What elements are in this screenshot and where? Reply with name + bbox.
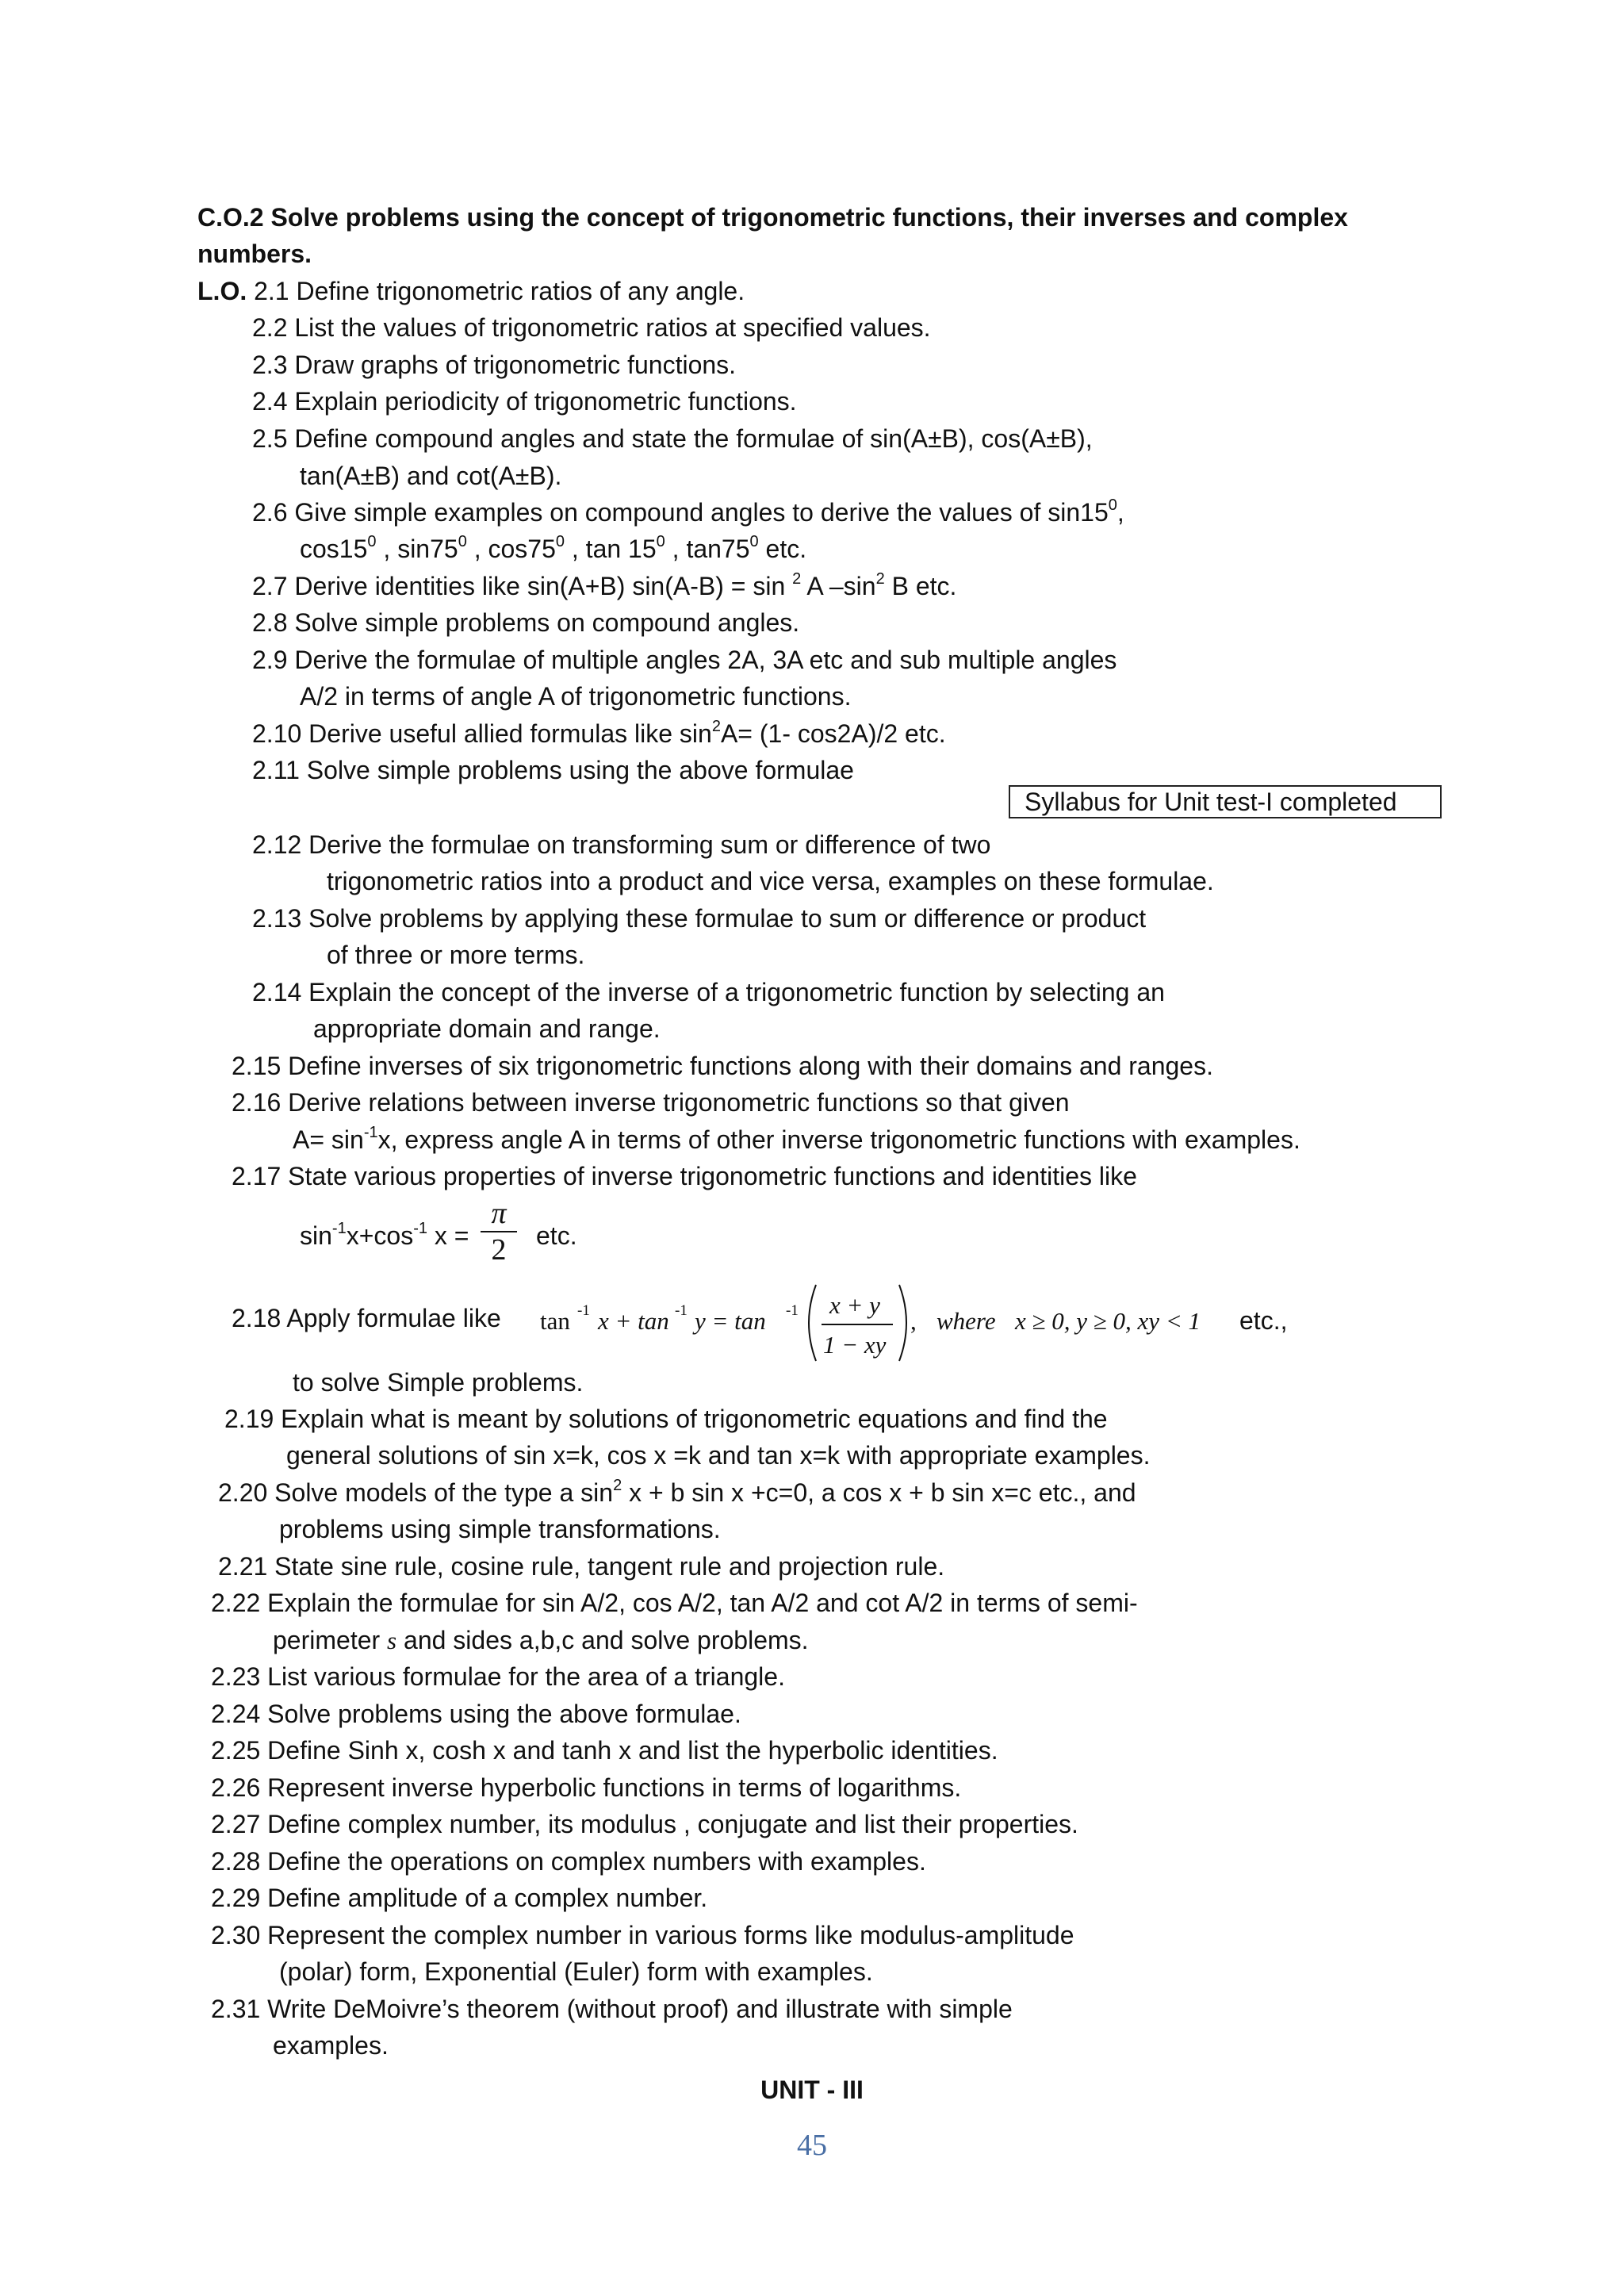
lo-2-22: 2.22 Explain the formulae for sin A/2, cos A/2, tan A/2 and cot A/2 in terms of semi- — [211, 1589, 1138, 1617]
lo-2-11: 2.11 Solve simple problems using the above formulae — [252, 756, 854, 784]
identity-inverse-sin-cos: $\sin^{-1}x+\cos^{-1}$ x = — [300, 1220, 469, 1250]
formula-comma: , — [910, 1307, 917, 1335]
lo-2-1: L.O. 2.1 Define trigonometric ratios of any angle. — [197, 277, 745, 305]
lo-2-17: 2.17 State various properties of inverse trigonometric functions and identities like — [232, 1162, 1137, 1190]
lo-2-28: 2.28 Define the operations on complex numbers with examples. — [211, 1847, 926, 1876]
lo-2-26: 2.26 Represent inverse hyperbolic functions in terms of logarithms. — [211, 1773, 962, 1802]
lo-2-24: 2.24 Solve problems using the above formulae. — [211, 1700, 741, 1728]
lo-2-15: 2.15 Define inverses of six trigonometric functions along with their domains and ranges. — [232, 1052, 1213, 1080]
lo-2-13-cont: of three or more terms. — [327, 941, 585, 969]
formula-conditions: x ≥ 0, y ≥ 0, xy < 1 — [1015, 1307, 1201, 1335]
lo-2-23: 2.23 List various formulae for the area of a triangle. — [211, 1662, 785, 1691]
fraction-numerator-pi: π — [491, 1197, 507, 1230]
lo-2-30: 2.30 Represent the complex number in various forms like modulus-amplitude — [211, 1921, 1074, 1949]
course-outcome-heading-cont: numbers. — [197, 240, 312, 268]
fraction-denominator-two: 2 — [481, 1231, 517, 1267]
unit-heading: UNIT - III — [760, 2076, 864, 2104]
formula-inv-2: -1 — [675, 1302, 688, 1319]
lo-2-19-cont: general solutions of sin x=k, cos x =k and tan x=k with appropriate examples. — [286, 1441, 1151, 1470]
lo-2-18: 2.18 Apply formulae like — [232, 1304, 501, 1332]
lo-2-20: 2.20 Solve models of the type a $\sin^2 x + b$ sin x +c=0, a cos x + b sin x=c etc., and — [218, 1477, 1136, 1507]
formula-tan-1: tan — [540, 1307, 570, 1335]
lo-2-2: 2.2 List the values of trigonometric ratios at specified values. — [252, 313, 931, 342]
lo-2-3: 2.3 Draw graphs of trigonometric functions. — [252, 351, 737, 379]
formula-inv-3: -1 — [786, 1302, 799, 1319]
lo-2-16-cont: $A= \sin^{-1}x$, express angle A in terms of other inverse trigonometric functions with examples. — [293, 1124, 1300, 1154]
lo-2-8: 2.8 Solve simple problems on compound angles. — [252, 608, 800, 637]
formula-inv-1: -1 — [577, 1302, 590, 1319]
lo-2-10: 2.10 Derive useful allied formulas like $\sin^2A= (1-$ cos2A)/2 etc. — [252, 718, 946, 748]
unit-test-marker-box: Syllabus for Unit test-I completed — [1009, 785, 1442, 818]
formula-y-eq: y = tan — [695, 1307, 766, 1335]
lo-2-29: 2.29 Define amplitude of a complex number. — [211, 1884, 708, 1912]
lo-2-13: 2.13 Solve problems by applying these formulae to sum or difference or product — [252, 904, 1147, 933]
lo-2-5-cont: tan(A±B) and cot(A±B). — [300, 462, 562, 490]
lo-2-14: 2.14 Explain the concept of the inverse of a trigonometric function by selecting an — [252, 978, 1165, 1006]
lo-2-21: 2.21 State sine rule, cosine rule, tangent rule and projection rule. — [218, 1552, 945, 1581]
tan-addition-formula — [536, 1269, 1408, 1372]
lo-2-14-cont: appropriate domain and range. — [313, 1014, 661, 1043]
lo-2-7: 2.7 Derive identities like sin(A+B) sin(A-B) = sin $^2$ A $-\sin^2$ B etc. — [252, 570, 957, 600]
lo-2-4: 2.4 Explain periodicity of trigonometric functions. — [252, 387, 797, 416]
lo-2-12: 2.12 Derive the formulae on transforming sum or difference of two — [252, 830, 991, 859]
pi-over-two-fraction — [481, 1196, 517, 1267]
lo-2-9-cont: A/2 in terms of angle A of trigonometric functions. — [300, 682, 852, 711]
lo-label: L.O. — [197, 277, 247, 305]
formula-numerator: x + y — [829, 1291, 880, 1319]
lo-2-19: 2.19 Explain what is meant by solutions of trigonometric equations and find the — [224, 1405, 1108, 1433]
lo-2-6: 2.6 Give simple examples on compound angles to derive the values of $\sin 15^0$, — [252, 496, 1124, 527]
lo-2-5: 2.5 Define compound angles and state the formulae of sin(A±B), cos(A±B), — [252, 424, 1093, 453]
lo-2-25: 2.25 Define Sinh x, cosh x and tanh x and list the hyperbolic identities. — [211, 1736, 998, 1765]
formula-denominator: 1 − xy — [823, 1331, 887, 1359]
lo-2-12-cont: trigonometric ratios into a product and vice versa, examples on these formulae. — [327, 867, 1214, 895]
lo-2-27: 2.27 Define complex number, its modulus , conjugate and list their properties. — [211, 1810, 1078, 1838]
formula-where: where — [936, 1307, 996, 1335]
lo-2-18-cont: to solve Simple problems. — [293, 1368, 584, 1397]
formula-etc: etc., — [1239, 1306, 1288, 1335]
lo-2-22-cont: perimeter s and sides a,b,c and solve problems. — [273, 1626, 809, 1654]
lo-2-6-cont: $\cos 15^0$ , $\sin 75^0$ , $\cos 75^0$ , $\tan 15^0$ , $\tan 75^0$ etc. — [300, 533, 807, 563]
course-outcome-heading: C.O.2 Solve problems using the concept of trigonometric functions, their inverses and complex — [197, 203, 1348, 232]
lo-2-31: 2.31 Write DeMoivre’s theorem (without proof) and illustrate with simple — [211, 1995, 1013, 2023]
formula-x-plus: x + tan — [598, 1307, 669, 1335]
page-number: 45 — [797, 2129, 827, 2162]
lo-2-16: 2.16 Derive relations between inverse trigonometric functions so that given — [232, 1088, 1070, 1117]
lo-2-20-cont: problems using simple transformations. — [279, 1515, 721, 1543]
lo-2-30-cont: (polar) form, Exponential (Euler) form with examples. — [279, 1957, 873, 1986]
identity-etc: etc. — [536, 1221, 577, 1250]
lo-2-9: 2.9 Derive the formulae of multiple angles 2A, 3A etc and sub multiple angles — [252, 646, 1117, 674]
semi-perimeter-symbol: s — [387, 1627, 397, 1654]
lo-2-31-cont: examples. — [273, 2031, 389, 2060]
